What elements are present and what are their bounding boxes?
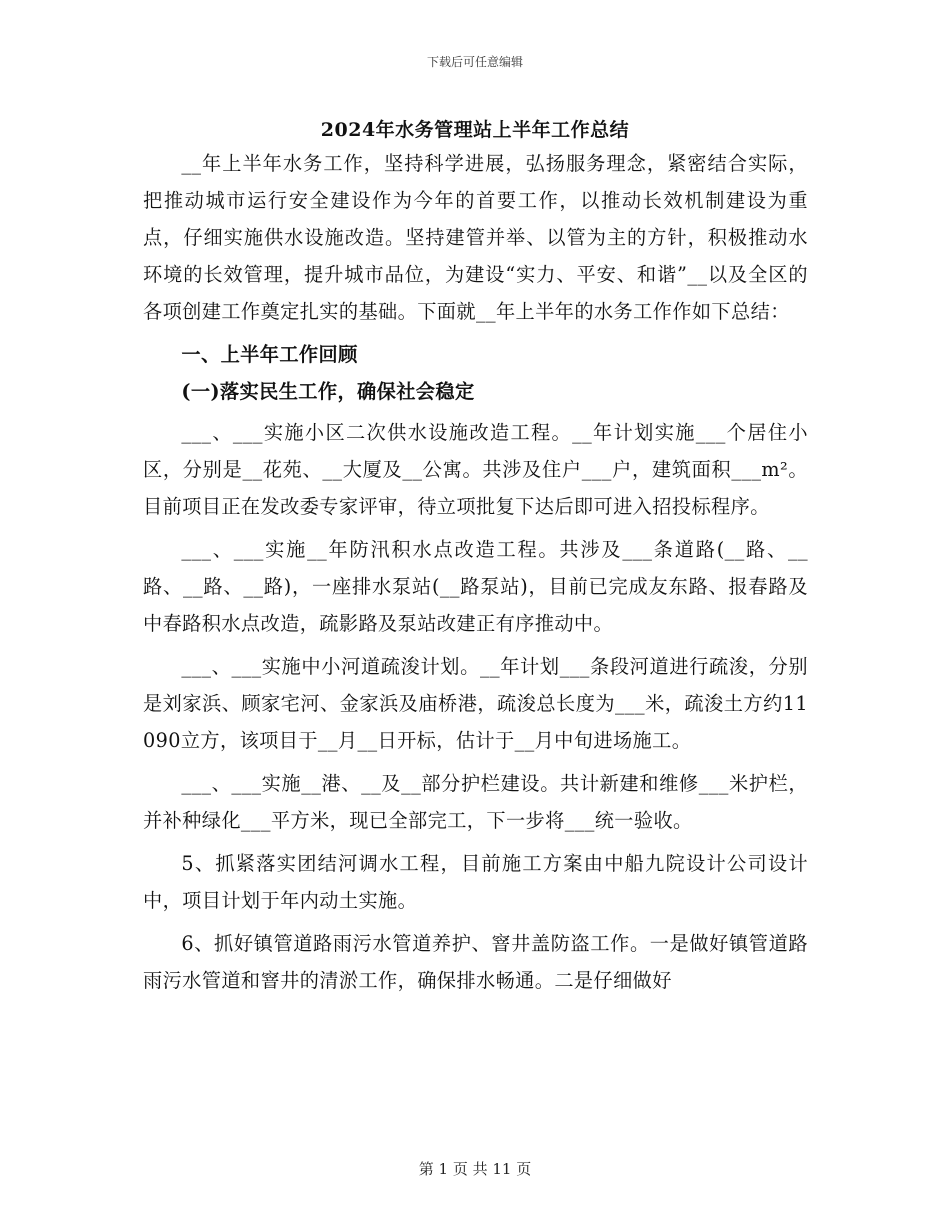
item-paragraph-2: ___、___实施__年防汛积水点改造工程。共涉及___条道路(__路、__路、__路、__路)，一座排水泵站(__路泵站)，目前已完成友东路、报春路及中春路积水点改造，疏影路及泵站改建正有序推动中。 — [143, 538, 808, 635]
page-number: 第 1 页 共 11 页 — [418, 1160, 532, 1178]
document-title: 2024年水务管理站上半年工作总结 — [320, 119, 630, 141]
section-heading: 一、上半年工作回顾 — [181, 343, 358, 366]
item-paragraph-6: 6、抓好镇管道路雨污水管道养护、窨井盖防盗工作。一是做好镇管道路雨污水管道和窨井的清淤工作，确保排水畅通。二是仔细做好 — [143, 932, 808, 992]
item-paragraph-3: ___、___实施中小河道疏浚计划。__年计划___条段河道进行疏浚，分别是刘家浜、顾家宅河、金家浜及庙桥港，疏浚总长度为___米，疏浚土方约11090立方，该项目于__月__日开标，估计于__月中旬进场施工。 — [143, 655, 808, 752]
item-paragraph-5: 5、抓紧落实团结河调水工程，目前施工方案由中船九院设计公司设计中，项目计划于年内动土实施。 — [143, 852, 808, 912]
subsection-heading: (一)落实民生工作，确保社会稳定 — [181, 380, 475, 403]
page-header-note: 下载后可任意编辑 — [426, 55, 523, 69]
item-paragraph-4: ___、___实施__港、__及__部分护栏建设。共计新建和维修___米护栏，并补种绿化___平方米，现已全部完工，下一步将___统一验收。 — [143, 772, 808, 832]
document-body — [143, 145, 808, 1005]
intro-paragraph: __年上半年水务工作，坚持科学进展，弘扬服务理念，紧密结合实际，把推动城市运行安全建设作为今年的首要工作，以推动长效机制建设为重点，仔细实施供水设施改造。坚持建管并举、以管为主的方针，积极推动水环境的长效管理，提升城市品位，为建设“实力、平安、和谐”__以及全区的各项创建工作奠定扎实的基础。下面就__年上半年的水务工作作如下总结： — [143, 152, 808, 323]
item-paragraph-1: ___、___实施小区二次供水设施改造工程。__年计划实施___个居住小区，分别是__花苑、__大厦及__公寓。共涉及住户___户，建筑面积___m²。目前项目正在发改委专家评审，待立项批复下达后即可进入招投标程序。 — [143, 421, 808, 518]
